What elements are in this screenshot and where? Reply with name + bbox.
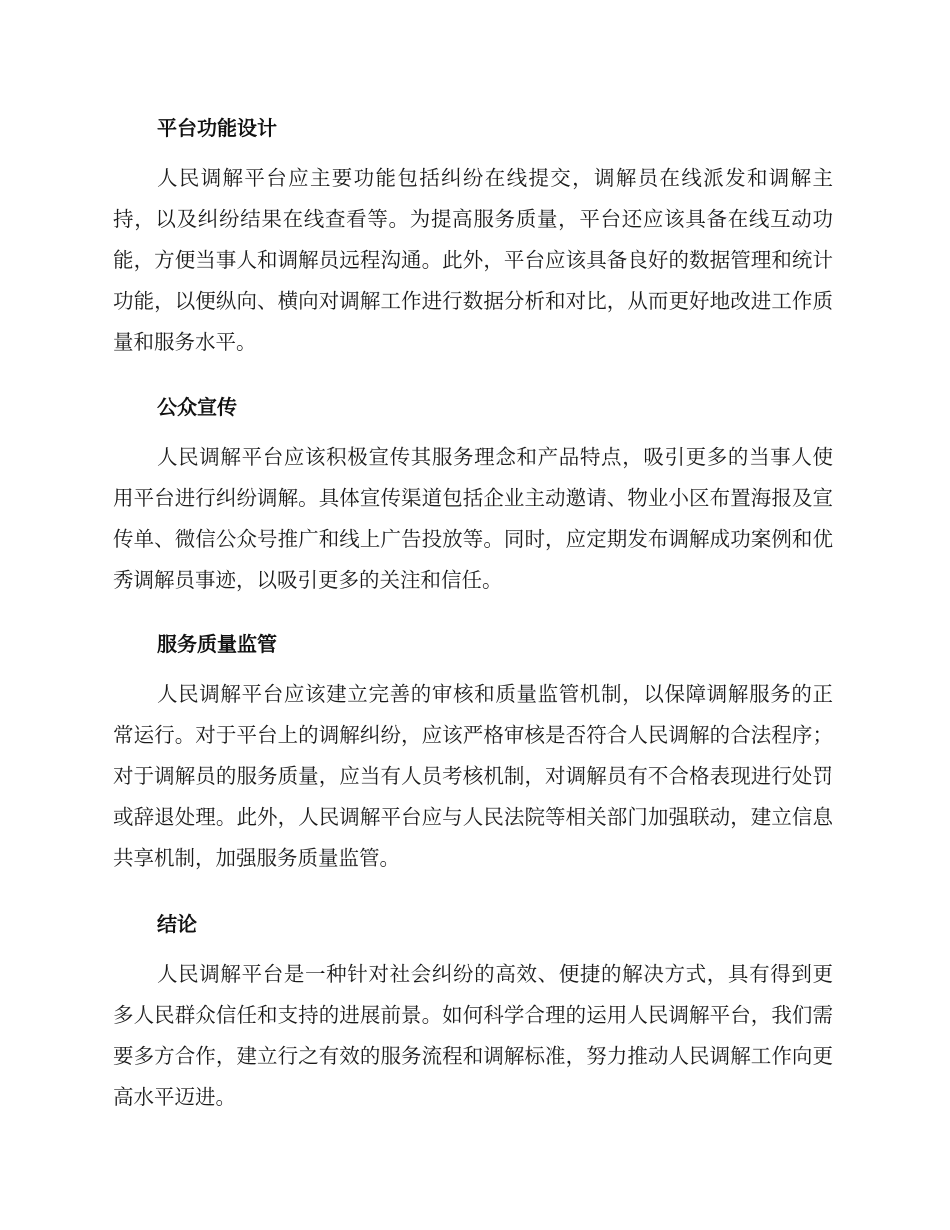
- section-heading: 服务质量监管: [157, 632, 277, 656]
- section-conclusion: [113, 910, 833, 1118]
- section-heading: 结论: [157, 912, 197, 936]
- section-service-quality-supervision: [113, 630, 833, 879]
- section-heading: 公众宣传: [157, 395, 237, 419]
- section-heading: 平台功能设计: [157, 116, 277, 140]
- section-paragraph: 人民调解平台是一种针对社会纠纷的高效、便捷的解决方式，具有得到更多人民群众信任和支持的进展前景。如何科学合理的运用人民调解平台，我们需要多方合作，建立行之有效的服务流程和调解标准，努力推动人民调解工作向更高水平迈进。: [113, 962, 833, 1109]
- section-paragraph: 人民调解平台应该积极宣传其服务理念和产品特点，吸引更多的当事人使用平台进行纠纷调解。具体宣传渠道包括企业主动邀请、物业小区布置海报及宣传单、微信公众号推广和线上广告投放等。同时，应定期发布调解成功案例和优秀调解员事迹，以吸引更多的关注和信任。: [113, 445, 833, 592]
- section-public-promotion: [113, 393, 833, 601]
- section-paragraph: 人民调解平台应主要功能包括纠纷在线提交，调解员在线派发和调解主持，以及纠纷结果在线查看等。为提高服务质量，平台还应该具备在线互动功能，方便当事人和调解员远程沟通。此外，平台应该具备良好的数据管理和统计功能，以便纵向、横向对调解工作进行数据分析和对比，从而更好地改进工作质量和服务水平。: [113, 166, 833, 354]
- section-paragraph: 人民调解平台应该建立完善的审核和质量监管机制，以保障调解服务的正常运行。对于平台上的调解纠纷，应该严格审核是否符合人民调解的合法程序；对于调解员的服务质量，应当有人员考核机制，对调解员有不合格表现进行处罚或辞退处理。此外，人民调解平台应与人民法院等相关部门加强联动，建立信息共享机制，加强服务质量监管。: [113, 682, 833, 870]
- section-platform-function-design: [113, 114, 833, 363]
